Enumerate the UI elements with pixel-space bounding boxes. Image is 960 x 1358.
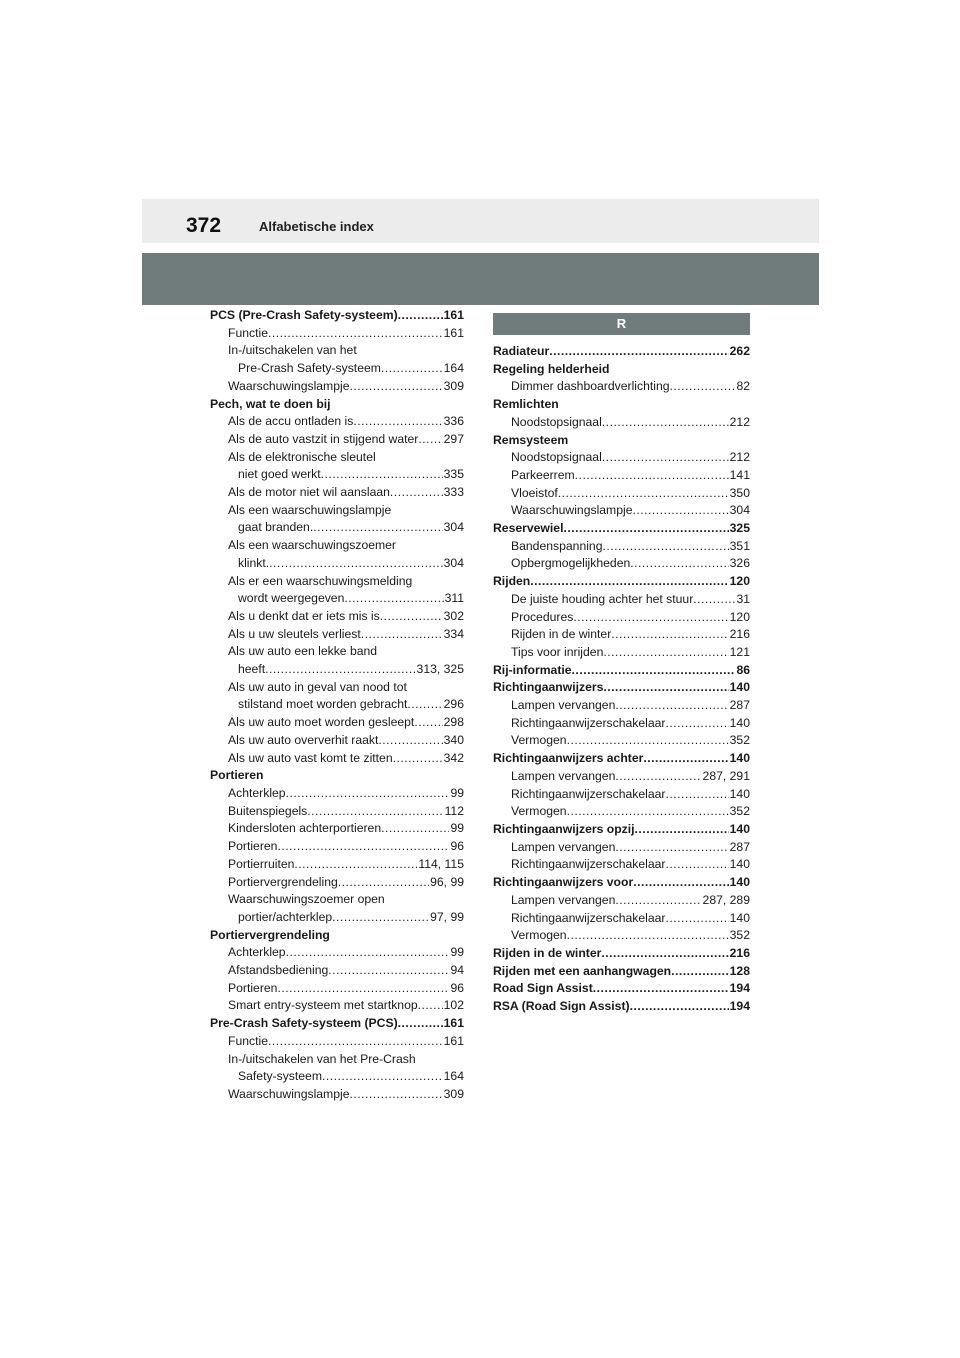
entry-page: 287 [729, 839, 750, 854]
entry-text: Waarschuwingslampje [228, 378, 350, 393]
entry-text: Richtingaanwijzers opzij [493, 821, 635, 836]
dot-leader [567, 803, 729, 821]
entry-text: Portierruiten [228, 856, 295, 871]
entry-text: Kindersloten achterportieren [228, 821, 382, 836]
page-number: 372 [186, 214, 222, 237]
dot-leader [630, 555, 728, 573]
index-entry [493, 378, 750, 396]
entry-text: Rijden in de winter [493, 945, 602, 960]
index-entry [210, 413, 464, 431]
entry-text: Richtingaanwijzerschakelaar [511, 857, 666, 872]
index-entry [210, 820, 464, 838]
entry-page: 120 [729, 609, 750, 624]
dot-leader [615, 839, 728, 857]
entry-text: Vloeistof [511, 485, 558, 500]
index-entry [210, 1033, 464, 1051]
entry-text: Portiervergrendeling [228, 874, 338, 889]
entry-page: 352 [729, 928, 750, 943]
dot-leader [693, 591, 735, 609]
entry-text: PCS (Pre-Crash Safety-systeem) [210, 308, 398, 322]
dot-leader [322, 1068, 443, 1086]
index-entry [493, 502, 750, 520]
dot-leader [643, 750, 728, 768]
index-entry [210, 466, 464, 484]
entry-text: Vermogen [511, 928, 567, 943]
entry-page: 212 [729, 450, 750, 465]
index-entry [210, 431, 464, 449]
index-entry [493, 573, 750, 591]
index-entry: Als de elektronische sleutel [228, 449, 376, 464]
dot-leader [349, 1086, 442, 1104]
index-entry [210, 962, 464, 980]
entry-text: Lampen vervangen [511, 698, 616, 713]
entry-text: Parkeerrem [511, 467, 575, 482]
entry-text: Als uw auto oververhit raakt [228, 732, 379, 747]
entry-text: Lampen vervangen [511, 839, 616, 854]
entry-text: Richtingaanwijzerschakelaar [511, 910, 666, 925]
index-entry [493, 591, 750, 609]
entry-page: 304 [443, 555, 464, 570]
entry-page: 333 [443, 485, 464, 500]
header-band [142, 253, 819, 305]
entry-page: 102 [443, 998, 464, 1013]
index-entry [210, 307, 464, 325]
index-entry [493, 856, 750, 874]
entry-text: Pre-Crash Safety-systeem [238, 361, 381, 376]
entry-page: 352 [729, 804, 750, 819]
dot-leader [338, 874, 429, 892]
index-entry [210, 750, 464, 768]
index-entry [493, 732, 750, 750]
entry-page: 313, 325 [416, 662, 464, 677]
entry-text: gaat branden. [238, 520, 314, 535]
dot-leader [558, 485, 729, 503]
dot-leader [665, 910, 728, 928]
index-entry [210, 590, 464, 608]
index-entry: Waarschuwingszoemer open [228, 892, 385, 907]
dot-leader [268, 1033, 443, 1051]
entry-page: 96, 99 [430, 874, 464, 889]
dot-leader [670, 378, 736, 396]
entry-page: 82 [736, 379, 750, 394]
entry-text: Richtingaanwijzers voor [493, 875, 634, 890]
entry-page: 31 [736, 591, 750, 606]
dot-leader [407, 696, 442, 714]
dot-leader [575, 467, 729, 485]
entry-text: Functie [228, 1033, 268, 1048]
entry-page: 97, 99 [430, 909, 464, 924]
entry-page: 262 [729, 344, 750, 358]
index-entry [210, 874, 464, 892]
dot-leader [313, 519, 442, 537]
entry-text: Smart entry-systeem met startknop [228, 998, 418, 1013]
dot-leader [414, 714, 442, 732]
entry-page: 86 [736, 662, 750, 677]
entry-page: 304 [443, 520, 464, 535]
entry-text: Richtingaanwijzers [493, 680, 604, 695]
entry-page: 326 [729, 556, 750, 571]
dot-leader [603, 679, 728, 697]
dot-leader [321, 466, 443, 484]
index-entry [493, 980, 750, 998]
entry-page: 194 [729, 981, 750, 996]
entry-page: 311 [444, 591, 464, 606]
dot-leader [671, 963, 729, 981]
dot-leader [328, 962, 449, 980]
dot-leader [277, 838, 449, 856]
entry-page: 194 [729, 999, 750, 1014]
index-entry [210, 909, 464, 927]
entry-text: Rijden [493, 574, 531, 589]
dot-leader [381, 360, 443, 378]
entry-text: Als uw auto moet worden gesleept [228, 715, 415, 730]
dot-leader [630, 998, 729, 1016]
index-entry [493, 768, 750, 786]
index-entry [493, 626, 750, 644]
dot-leader [378, 732, 442, 750]
entry-text: wordt weergegeven [238, 591, 345, 606]
dot-leader [601, 945, 728, 963]
dot-leader [563, 520, 728, 538]
entry-text: Waarschuwingslampje [228, 1086, 350, 1101]
entry-text: Buitenspiegels [228, 803, 308, 818]
entry-page: 99 [450, 785, 464, 800]
dot-leader [268, 325, 443, 343]
dot-leader [615, 892, 701, 910]
entry-page: 96 [450, 980, 464, 995]
entry-text: Achterklep [228, 785, 286, 800]
entry-page: 161 [443, 308, 464, 322]
index-entry: Als uw auto in geval van nood tot [228, 679, 407, 694]
dot-leader [286, 944, 450, 962]
entry-text: portier/achterklep [238, 909, 333, 924]
index-entry [210, 519, 464, 537]
index-column-left [210, 307, 464, 1104]
entry-page: 325 [729, 521, 750, 536]
dot-leader [572, 662, 736, 680]
dot-leader [332, 909, 429, 927]
entry-text: Rij-informatie [493, 662, 572, 677]
index-entry [210, 803, 464, 821]
index-entry [210, 378, 464, 396]
entry-page: 96 [450, 839, 464, 854]
entry-page: 164 [443, 361, 464, 376]
index-entry [493, 750, 750, 768]
dot-leader [393, 750, 443, 768]
entry-text: Opbergmogelijkheden [511, 556, 631, 571]
index-entry [493, 821, 750, 839]
entry-text: Portieren [228, 839, 278, 854]
entry-page: 99 [450, 821, 464, 836]
section-letter: R [493, 313, 750, 335]
dot-leader [361, 626, 443, 644]
dot-leader [603, 538, 729, 556]
entry-text: Reservewiel [493, 521, 564, 536]
entry-page: 121 [729, 644, 750, 659]
index-heading: Remsysteem [493, 432, 569, 447]
entry-text: heeft [238, 662, 266, 677]
index-entry [493, 414, 750, 432]
entry-text: Road Sign Assist [493, 981, 593, 996]
entry-text: Noodstopsignaal [511, 450, 602, 465]
index-entry [210, 944, 464, 962]
entry-page: 161 [443, 1033, 464, 1048]
entry-text: Procedures [511, 609, 574, 624]
index-column-right [493, 313, 750, 1016]
entry-text: Als u denkt dat er iets mis is [228, 608, 380, 623]
index-heading: Pech, wat te doen bij [210, 396, 331, 411]
entry-page: 140 [729, 751, 750, 766]
entry-page: 335 [443, 467, 464, 482]
entry-page: 94 [450, 963, 464, 978]
index-entry [210, 661, 464, 679]
dot-leader [573, 609, 728, 627]
entry-text: Vermogen [511, 804, 567, 819]
index-entry [210, 360, 464, 378]
entry-page: 212 [729, 414, 750, 429]
entry-page: 140 [729, 715, 750, 730]
index-entry [493, 945, 750, 963]
dot-leader [549, 343, 728, 361]
index-heading: Regeling helderheid [493, 361, 610, 376]
dot-leader [344, 590, 443, 608]
entry-page: 112 [444, 803, 464, 818]
index-entry [210, 785, 464, 803]
index-entry [210, 608, 464, 626]
entry-page: 340 [443, 732, 464, 747]
dot-leader [593, 980, 729, 998]
index-entry [210, 980, 464, 998]
dot-leader [418, 997, 443, 1015]
entry-page: 351 [729, 538, 750, 553]
entry-page: 296 [443, 697, 464, 712]
index-entry [210, 732, 464, 750]
entry-text: RSA (Road Sign Assist) [493, 999, 630, 1014]
index-entry [493, 343, 750, 361]
entry-text: Richtingaanwijzerschakelaar [511, 786, 666, 801]
dot-leader [665, 715, 728, 733]
index-entry [493, 449, 750, 467]
index-entry: Als een waarschuwingszoemer [228, 538, 396, 553]
dot-leader [633, 874, 728, 892]
index-entry [493, 485, 750, 503]
entry-page: 350 [729, 485, 750, 500]
entry-page: 120 [729, 574, 750, 589]
dot-leader [390, 484, 443, 502]
entry-page: 342 [443, 750, 464, 765]
entry-page: 287 [729, 698, 750, 713]
entry-text: Functie [228, 325, 268, 340]
entry-text: Lampen vervangen [511, 768, 616, 783]
dot-leader [615, 697, 728, 715]
index-entry [493, 927, 750, 945]
index-entry [493, 555, 750, 573]
entry-text: Vermogen [511, 733, 567, 748]
dot-leader [632, 502, 728, 520]
entry-page: 287, 289 [702, 892, 750, 907]
entry-page: 140 [729, 821, 750, 836]
entry-text: Pre-Crash Safety-systeem (PCS) [210, 1016, 398, 1031]
entry-text: Rijden in de winter [511, 627, 612, 642]
entry-page: 128 [729, 963, 750, 978]
index-entry [493, 874, 750, 892]
dot-leader [398, 1015, 443, 1033]
entry-text: Richtingaanwijzerschakelaar [511, 715, 666, 730]
entry-text: De juiste houding achter het stuur [511, 591, 694, 606]
dot-leader [349, 378, 442, 396]
entry-text: Richtingaanwijzers achter [493, 751, 644, 766]
dot-leader [602, 414, 729, 432]
entry-page: 140 [729, 680, 750, 695]
dot-leader [277, 980, 449, 998]
dot-leader [294, 856, 417, 874]
entry-text: stilstand moet worden gebracht [238, 697, 408, 712]
header-title: Alfabetische index [259, 219, 374, 234]
entry-page: 99 [450, 945, 464, 960]
dot-leader [269, 555, 443, 573]
entry-page: 336 [443, 414, 464, 429]
entry-text: Bandenspanning [511, 538, 603, 553]
dot-leader [381, 820, 449, 838]
index-heading: Portieren [210, 768, 264, 783]
dot-leader [286, 785, 450, 803]
dot-leader [635, 821, 729, 839]
entry-page: 140 [729, 910, 750, 925]
entry-text: Als de accu ontladen is [228, 414, 354, 429]
entry-text: Tips voor inrijden [511, 644, 604, 659]
index-entry [493, 662, 750, 680]
entry-text: Als uw auto vast komt te zitten [228, 750, 393, 765]
index-entry [210, 1068, 464, 1086]
entry-page: 352 [729, 733, 750, 748]
entry-page: 297 [443, 431, 464, 446]
dot-leader [603, 644, 728, 662]
index-entry [210, 325, 464, 343]
index-heading: Portiervergrendeling [210, 927, 330, 942]
entry-page: 141 [729, 467, 750, 482]
index-entry [493, 892, 750, 910]
entry-page: 114, 115 [418, 856, 464, 871]
entry-page: 302 [443, 608, 464, 623]
index-entry [493, 963, 750, 981]
index-entry [493, 715, 750, 733]
entry-text: Dimmer dashboardverlichting [511, 379, 670, 394]
index-entry [493, 786, 750, 804]
entry-text: Als de auto vastzit in stijgend water [228, 431, 419, 446]
index-entry [210, 1086, 464, 1104]
entry-page: 140 [729, 857, 750, 872]
entry-text: Als de motor niet wil aanslaan [228, 485, 390, 500]
entry-text: Radiateur [493, 344, 550, 358]
dot-leader [665, 856, 728, 874]
entry-text: klinkt. [238, 555, 270, 570]
index-entry: Als er een waarschuwingsmelding [228, 573, 413, 588]
page-header [142, 199, 819, 243]
index-entry [210, 856, 464, 874]
entry-page: 216 [729, 945, 750, 960]
index-entry [210, 626, 464, 644]
index-entry [210, 1015, 464, 1033]
entry-text: Als u uw sleutels verliest [228, 626, 361, 641]
index-entry [493, 679, 750, 697]
index-entry [493, 520, 750, 538]
entry-page: 161 [443, 1016, 464, 1031]
entry-text: Waarschuwingslampje [511, 503, 633, 518]
entry-text: Rijden met een aanhangwagen [493, 963, 672, 978]
entry-page: 309 [443, 378, 464, 393]
index-entry [493, 803, 750, 821]
index-entries-right [493, 343, 750, 1016]
entry-text: Lampen vervangen [511, 892, 616, 907]
entry-page: 216 [729, 627, 750, 642]
dot-leader [398, 307, 443, 325]
entry-page: 298 [443, 715, 464, 730]
dot-leader [353, 413, 442, 431]
entry-page: 140 [729, 786, 750, 801]
index-heading: Remlichten [493, 397, 559, 412]
entry-text: Achterklep [228, 945, 286, 960]
dot-leader [602, 449, 729, 467]
index-entry: Als een waarschuwingslampje [228, 502, 392, 517]
entry-text: Safety-systeem [238, 1069, 322, 1084]
dot-leader [665, 786, 728, 804]
dot-leader [418, 431, 442, 449]
entry-page: 334 [443, 626, 464, 641]
entry-text: niet goed werkt [238, 467, 321, 482]
dot-leader [611, 626, 728, 644]
index-entry [210, 555, 464, 573]
index-entry [210, 997, 464, 1015]
entry-page: 140 [729, 875, 750, 890]
index-entry [493, 467, 750, 485]
dot-leader [265, 661, 415, 679]
dot-leader [307, 803, 443, 821]
entry-page: 161 [443, 325, 464, 340]
index-entry [493, 538, 750, 556]
index-entry [210, 696, 464, 714]
dot-leader [567, 927, 729, 945]
index-entry [210, 484, 464, 502]
entry-text: Portieren [228, 980, 278, 995]
index-entry [210, 714, 464, 732]
index-entry [493, 644, 750, 662]
entry-text: Noodstopsignaal [511, 414, 602, 429]
index-entry [493, 998, 750, 1016]
entry-page: 287, 291 [702, 768, 750, 783]
index-entry [493, 839, 750, 857]
dot-leader [567, 732, 729, 750]
entry-page: 164 [443, 1069, 464, 1084]
index-entry: Als uw auto een lekke band [228, 644, 378, 659]
index-entry [210, 838, 464, 856]
dot-leader [380, 608, 443, 626]
index-entry: In-/uitschakelen van het [228, 343, 357, 358]
entry-page: 304 [729, 503, 750, 518]
entry-text: Afstandsbediening [228, 963, 329, 978]
index-entry [493, 697, 750, 715]
entry-page: 309 [443, 1086, 464, 1101]
index-entry: In-/uitschakelen van het Pre-Crash [228, 1051, 416, 1066]
index-entry [493, 609, 750, 627]
dot-leader [530, 573, 728, 591]
dot-leader [615, 768, 701, 786]
index-entry [493, 910, 750, 928]
